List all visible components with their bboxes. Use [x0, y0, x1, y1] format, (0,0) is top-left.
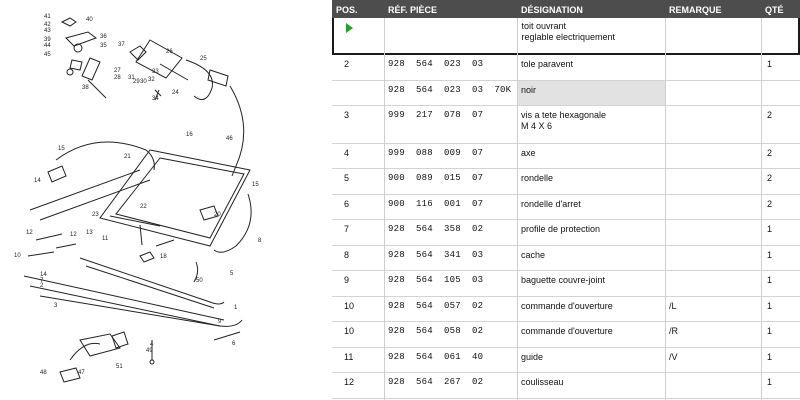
cell-pos: 7 — [344, 224, 350, 234]
cell-ref: 928 564 267 02 — [388, 377, 484, 387]
diagram-callout-12: 12 — [26, 230, 33, 236]
diagram-callout-18: 18 — [160, 254, 167, 260]
cell-remarque — [665, 144, 761, 169]
table-header — [332, 0, 800, 18]
cell-ref: 900 089 015 07 — [388, 173, 484, 183]
diagram-callout-13: 13 — [86, 230, 93, 236]
cell-pos — [332, 81, 384, 105]
parts-table — [332, 0, 800, 400]
diagram-callout-36: 36 — [100, 34, 107, 40]
cell-pos: 3 — [344, 109, 350, 120]
table-row[interactable] — [332, 271, 800, 297]
diagram-callout-9: 9 — [218, 319, 222, 325]
diagram-callout-11: 11 — [102, 236, 109, 242]
cell-qte — [761, 81, 800, 105]
diagram-callout-46: 46 — [226, 136, 233, 142]
diagram-callout-48: 48 — [40, 370, 47, 376]
cell-designation: coulisseau — [521, 377, 564, 387]
diagram-callout-2: 2 — [40, 283, 44, 289]
cell-designation: commande d'ouverture — [521, 300, 613, 311]
diagram-callout-28: 28 — [114, 75, 121, 81]
table-row[interactable] — [332, 348, 800, 374]
table-row[interactable] — [332, 220, 800, 246]
diagram-callout-23: 23 — [92, 212, 99, 218]
cell-qte — [759, 18, 798, 53]
col-header-ref[interactable]: RÉF. PIÈCE — [388, 5, 438, 15]
diagram-callout-42: 42 — [44, 22, 51, 28]
diagram-callout-29: 29 — [133, 79, 140, 85]
diagram-callout-39: 39 — [44, 37, 51, 43]
cell-remarque — [665, 373, 761, 398]
diagram-callout-6: 6 — [232, 341, 236, 347]
diagram-callout-31: 31 — [128, 75, 135, 81]
diagram-callout-5: 5 — [230, 271, 234, 277]
table-row-selected[interactable] — [332, 18, 800, 55]
cell-qte: 2 — [767, 198, 773, 209]
diagram-callout-14: 14 — [34, 178, 41, 184]
cell-remarque — [665, 106, 761, 143]
cell-ref: 928 564 341 03 — [388, 249, 484, 260]
diagram-callout-10: 10 — [14, 253, 21, 259]
diagram-callout-12: 12 — [70, 232, 77, 238]
cell-ref: 928 564 023 03 70K — [388, 84, 512, 95]
cell-pos: 8 — [344, 249, 350, 260]
table-row[interactable] — [332, 106, 800, 144]
cell-pos: 2 — [344, 59, 350, 69]
diagram-callout-49: 49 — [146, 348, 153, 354]
diagram-callout-16: 16 — [186, 132, 193, 138]
cell-qte: 2 — [767, 147, 773, 158]
play-arrow-icon[interactable] — [346, 23, 353, 33]
cell-ref: 928 564 358 02 — [388, 224, 484, 234]
cell-pos: 9 — [344, 275, 350, 285]
diagram-callout-20: 20 — [214, 212, 221, 218]
cell-designation: vis a tete hexagonale M 4 X 6 — [521, 109, 607, 131]
diagram-callout-30: 30 — [140, 79, 147, 85]
cell-qte: 1 — [767, 275, 773, 285]
cell-ref: 999 217 078 07 — [388, 109, 484, 120]
diagram-callout-44: 44 — [44, 43, 51, 49]
table-row[interactable] — [332, 169, 800, 195]
col-header-designation[interactable]: DÉSIGNATION — [521, 5, 583, 15]
cell-designation: guide — [521, 351, 544, 362]
diagram-callout-24: 24 — [172, 90, 179, 96]
cell-qte: 1 — [767, 224, 773, 234]
cell-qte: 1 — [767, 377, 773, 387]
cell-designation: axe — [521, 147, 536, 158]
cell-designation: noir — [517, 81, 665, 105]
diagram-callout-38: 38 — [82, 85, 89, 91]
cell-qte: 1 — [767, 326, 773, 336]
cell-pos: 12 — [344, 377, 355, 387]
col-header-qte[interactable]: QTÉ — [765, 5, 784, 15]
cell-qte: 1 — [767, 59, 773, 69]
cell-ref: 928 564 061 40 — [388, 351, 484, 362]
cell-designation: rondelle — [521, 173, 554, 183]
cell-designation: profile de protection — [521, 224, 601, 234]
col-header-remarque[interactable]: REMARQUE — [669, 5, 722, 15]
diagram-callout-15: 15 — [58, 146, 65, 152]
diagram-callout-25: 25 — [200, 56, 207, 62]
diagram-callout-8: 8 — [258, 238, 262, 244]
cell-designation: toit ouvrant reglable electriquement — [521, 21, 616, 42]
diagram-callout-45: 45 — [44, 52, 51, 58]
cell-remarque — [665, 169, 761, 194]
cell-pos: 5 — [344, 173, 350, 183]
diagram-callout-40: 40 — [86, 17, 93, 23]
table-row[interactable] — [332, 144, 800, 170]
diagram-callout-4: 4 — [150, 342, 154, 348]
cell-pos: 6 — [344, 198, 350, 209]
diagram-callout-26: 26 — [166, 49, 173, 55]
cell-pos: 10 — [344, 300, 355, 311]
cell-designation: cache — [521, 249, 546, 260]
cell-remarque — [665, 195, 761, 220]
diagram-callout-32: 32 — [148, 77, 155, 83]
diagram-callout-43: 43 — [44, 28, 51, 34]
table-row[interactable] — [332, 195, 800, 221]
cell-qte: 1 — [767, 351, 773, 362]
cell-remarque — [664, 18, 759, 53]
cell-remarque: /V — [669, 351, 678, 362]
cell-designation: rondelle d'arret — [521, 198, 581, 209]
cell-qte: 1 — [767, 249, 773, 260]
diagram-callout-14: 14 — [40, 272, 47, 278]
cell-qte: 1 — [767, 300, 773, 311]
table-row[interactable] — [332, 81, 800, 106]
cell-ref: 900 116 001 07 — [388, 198, 484, 209]
cell-pos — [334, 18, 386, 53]
cell-qte: 2 — [767, 173, 773, 183]
cell-remarque — [665, 271, 761, 296]
diagram-callout-37: 37 — [118, 42, 125, 48]
diagram-callout-50: 50 — [196, 278, 203, 284]
diagram-callout-3: 3 — [54, 303, 58, 309]
cell-remarque — [665, 55, 761, 80]
diagram-callout-7: 7 — [40, 278, 44, 284]
cell-ref: 999 088 009 07 — [388, 147, 484, 158]
cell-pos: 4 — [344, 147, 350, 158]
cell-remarque — [665, 246, 761, 271]
cell-ref — [386, 18, 518, 53]
exploded-diagram-drawing — [0, 0, 332, 400]
diagram-callout-41: 41 — [44, 14, 51, 20]
table-row[interactable] — [332, 297, 800, 323]
cell-ref: 928 564 057 02 — [388, 300, 484, 311]
diagram-callout-1: 1 — [234, 305, 238, 311]
cell-designation: tole paravent — [521, 59, 574, 69]
diagram-callout-34: 34 — [152, 96, 159, 102]
cell-ref: 928 564 058 02 — [388, 326, 484, 336]
cell-designation: baguette couvre-joint — [521, 275, 606, 285]
exploded-diagram — [0, 0, 332, 400]
table-row[interactable] — [332, 373, 800, 399]
diagram-callout-15: 15 — [252, 182, 259, 188]
diagram-callout-47: 47 — [78, 370, 85, 376]
cell-pos: 10 — [344, 326, 355, 336]
diagram-callout-51: 51 — [116, 364, 123, 370]
cell-remarque — [665, 220, 761, 245]
diagram-callout-35: 35 — [100, 43, 107, 49]
table-row[interactable] — [332, 322, 800, 348]
cell-ref: 928 564 105 03 — [388, 275, 484, 285]
diagram-callout-22: 22 — [140, 204, 147, 210]
cell-remarque: /R — [669, 326, 678, 336]
cell-remarque: /L — [669, 300, 677, 311]
cell-pos: 11 — [344, 351, 354, 362]
part-41-shape — [62, 18, 76, 26]
diagram-callout-27: 27 — [114, 68, 121, 74]
diagram-callout-33: 33 — [152, 69, 159, 75]
cell-designation: commande d'ouverture — [521, 326, 613, 336]
cell-qte: 2 — [767, 109, 773, 120]
diagram-callout-21: 21 — [124, 154, 131, 160]
cell-ref: 928 564 023 03 — [388, 59, 484, 69]
cell-remarque — [665, 81, 761, 105]
table-row[interactable] — [332, 246, 800, 272]
col-header-pos[interactable]: POS. — [336, 5, 358, 15]
table-row[interactable] — [332, 55, 800, 81]
